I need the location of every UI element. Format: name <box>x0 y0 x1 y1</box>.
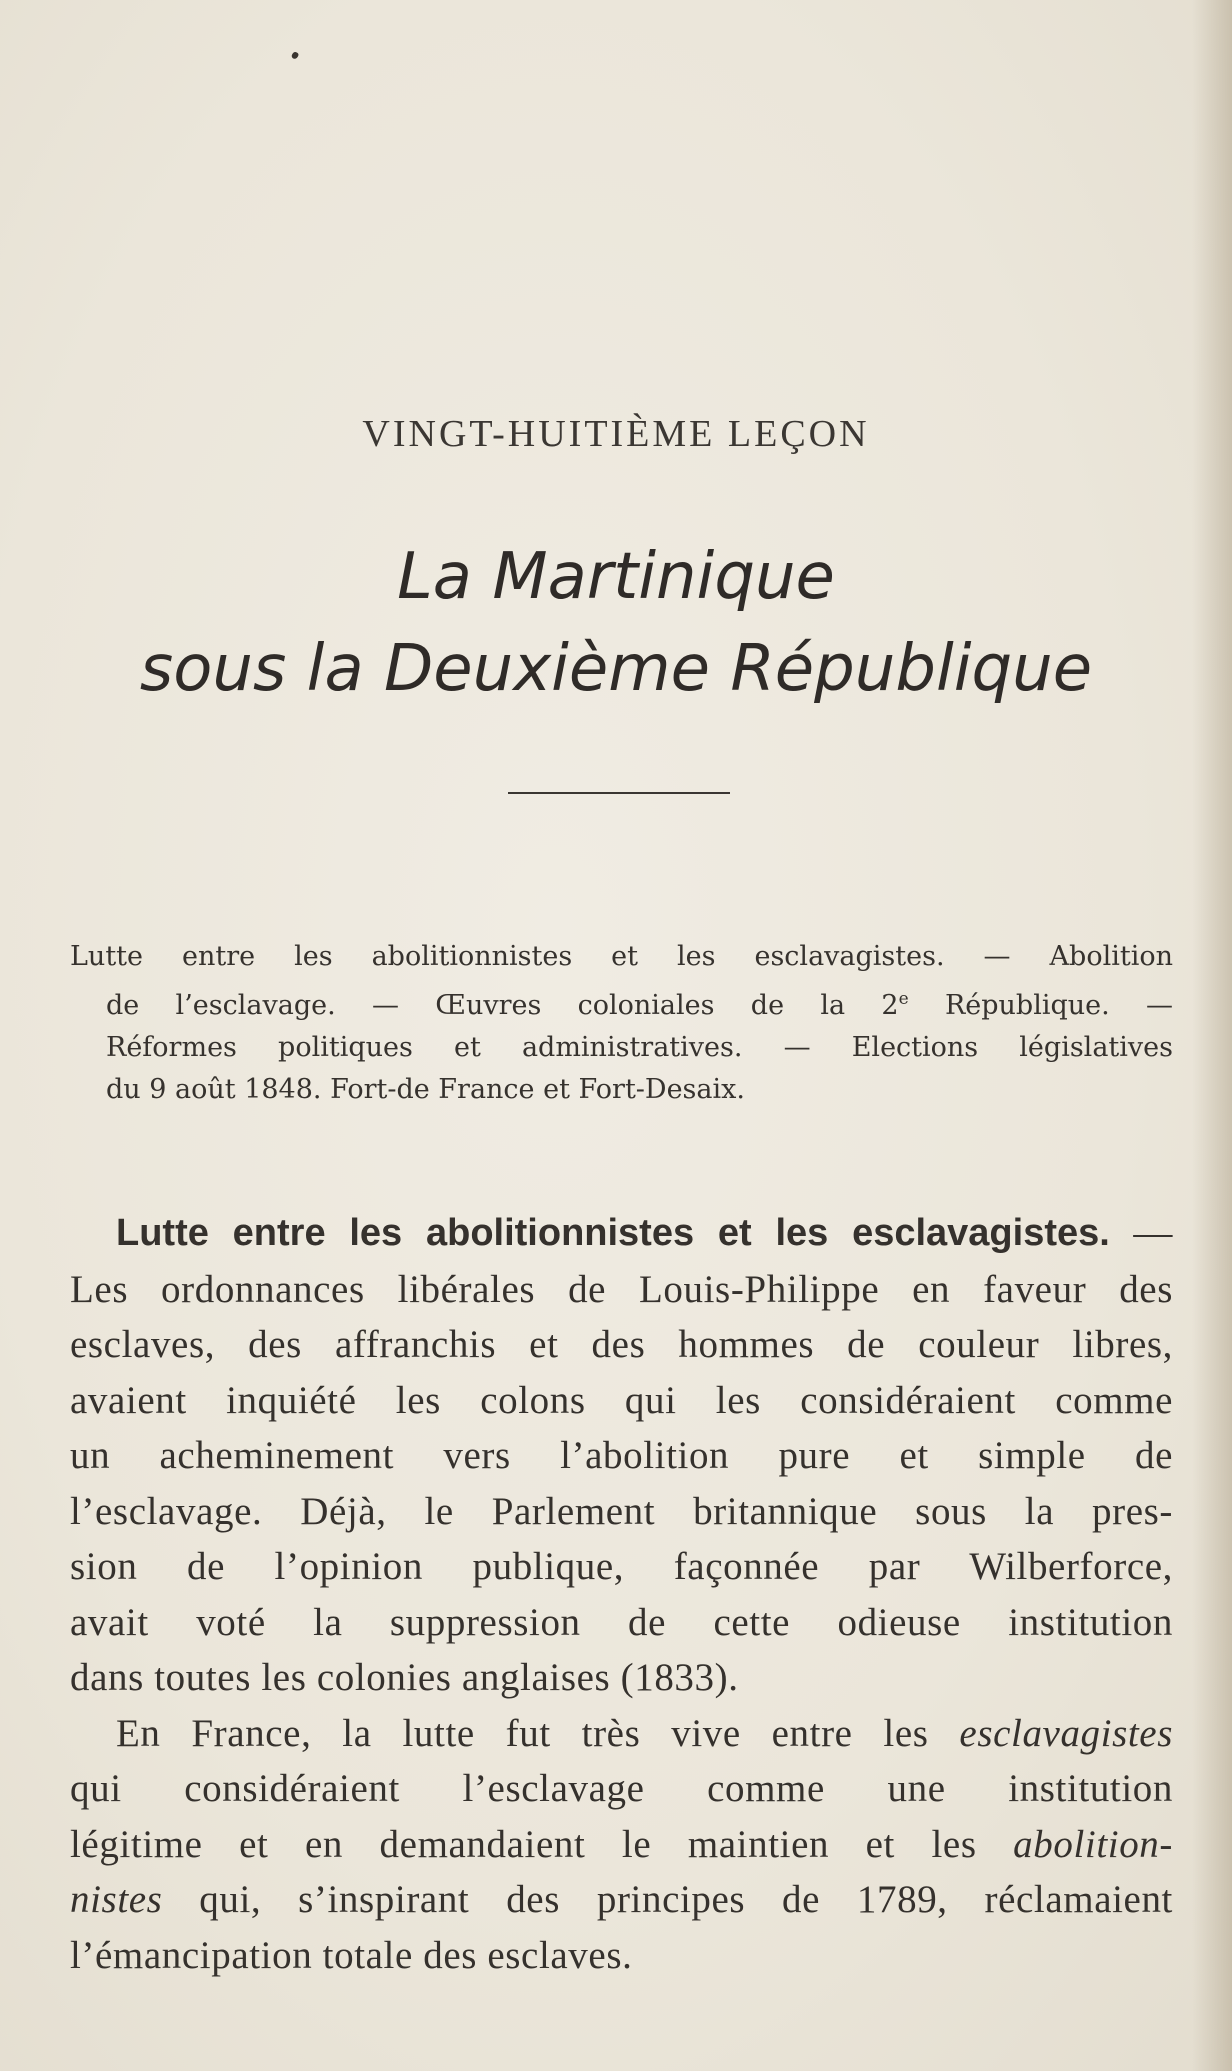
summary-line: du 9 août 1848. Fort-de France et Fort-Desaix. <box>106 1074 745 1105</box>
body-line: sion de l’opinion publique, façonnée par Wilberforce, <box>70 1545 1173 1588</box>
ink-speck <box>291 51 300 60</box>
summary-line <box>70 978 1173 1027</box>
body-line: Les ordonnances libérales de Louis-Philippe en faveur des <box>70 1267 1173 1311</box>
body-line <box>70 1706 1173 1762</box>
body-line: l’esclavage. Déjà, le Parlement britannique sous la pres- <box>70 1489 1173 1533</box>
body-line <box>70 1872 1173 1928</box>
body-line: dans toutes les colonies anglaises (1833). <box>70 1656 739 1699</box>
chapter-summary <box>70 936 1173 1111</box>
body-line: avait voté la suppression de cette odieuse institution <box>70 1600 1173 1644</box>
title-divider <box>508 792 730 794</box>
body-line: esclaves, des affranchis et des hommes de couleur libres, <box>70 1323 1173 1366</box>
body-text-run: En France, la lutte fut très vive entre les <box>116 1711 960 1755</box>
body-line: un acheminement vers l’abolition pure et simple de <box>70 1434 1173 1477</box>
body-line <box>70 1817 1173 1873</box>
italic-term: nistes <box>70 1878 163 1921</box>
section-heading-line <box>70 1205 1173 1262</box>
summary-line: Lutte entre les abolitionnistes et les esclavagistes. — Abolition <box>70 941 1173 972</box>
body-text <box>70 1205 1173 1983</box>
italic-term: esclavagistes <box>959 1711 1173 1755</box>
body-line: avaient inquiété les colons qui les considéraient comme <box>70 1378 1173 1422</box>
body-line: qui considéraient l’esclavage comme une institution <box>70 1767 1173 1810</box>
italic-term: abolition- <box>1013 1822 1173 1866</box>
summary-text: de l’esclavage. — Œuvres coloniales de la 2 <box>106 990 899 1021</box>
lesson-number: VINGT-HUITIÈME LEÇON <box>362 413 870 455</box>
body-line: l’émancipation totale des esclaves. <box>70 1933 633 1977</box>
heading-dash: — <box>1109 1211 1174 1254</box>
page-edge-shadow <box>1192 0 1232 2071</box>
chapter-title-line-2: sous la Deuxième République <box>139 632 1093 706</box>
body-text-run: qui, s’inspirant des principes de 1789, réclamaient <box>162 1878 1173 1921</box>
summary-line: Réformes politiques et administratives. — Elections législatives <box>106 1032 1173 1063</box>
chapter-title-line-1: La Martinique <box>397 540 835 614</box>
section-heading: Lutte entre les abolitionnistes et les esclavagistes. <box>116 1212 1110 1254</box>
superscript: e <box>898 989 909 1009</box>
summary-text: République. — <box>908 990 1174 1021</box>
body-text-run: légitime et en demandaient le maintien et les <box>70 1822 1014 1866</box>
